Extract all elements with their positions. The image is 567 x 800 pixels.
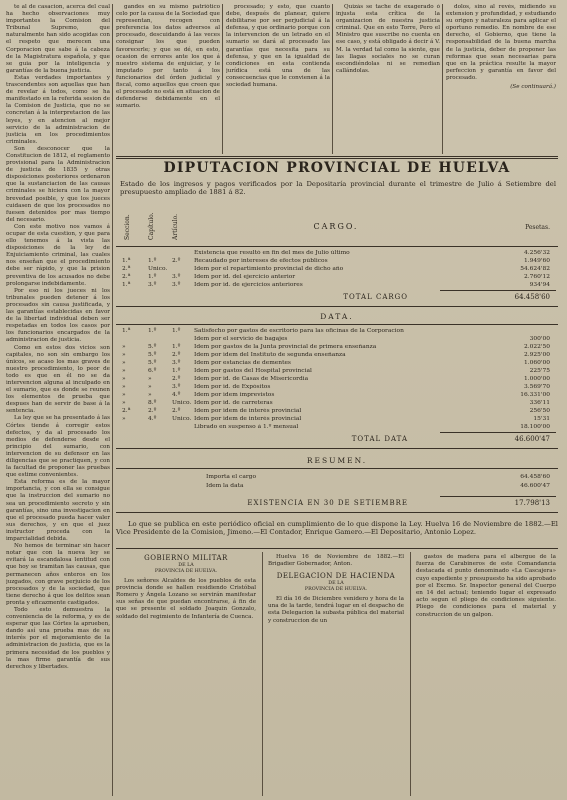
concept-cell: Idem por el servicio de bagajes xyxy=(194,336,288,342)
section-rule xyxy=(116,548,558,549)
diputacion-title: DIPUTACION PROVINCIAL DE HUELVA xyxy=(163,160,511,176)
capitulo-cell: » xyxy=(148,376,152,382)
section-rule xyxy=(116,158,558,159)
resumen-row xyxy=(116,474,558,482)
concept-cell: Idem por idem de interés provincial xyxy=(194,408,302,414)
gobierno-militar-title: GOBIERNO MILITAR xyxy=(144,554,228,562)
articulo-cell: 3.º xyxy=(172,360,181,366)
capitulo-cell: 2.º xyxy=(148,408,157,414)
seccion-cell: » xyxy=(122,384,126,390)
amount-cell: 15'31 xyxy=(533,416,550,422)
articulo-cell: 3.º xyxy=(172,274,181,280)
table-rule xyxy=(116,468,558,469)
existencia-total: EXISTENCIA EN 30 DE SETIEMBRE 17.798'13 xyxy=(247,499,550,507)
seccion-cell: 1.ª xyxy=(122,258,131,264)
section-rule xyxy=(116,156,558,157)
capitulo-cell: 3.º xyxy=(148,282,157,288)
concept-cell: Librado en suspenso á 1.º mensual xyxy=(194,424,299,430)
table-rule xyxy=(116,512,558,513)
data-row xyxy=(116,400,558,408)
data-row xyxy=(116,336,558,344)
articulo-cell: 1.º xyxy=(172,344,181,350)
amount-cell: 18.100'00 xyxy=(520,424,550,430)
capitulo-cell: » xyxy=(148,384,152,390)
table-rule xyxy=(116,246,558,247)
capitulo-cell: 4.º xyxy=(148,416,157,422)
column-divider xyxy=(410,552,411,796)
header-capitulo: Capítulo. xyxy=(148,212,155,240)
statement-subtitle: Estado de los ingresos y pagos verificados por la Depositaría provincial durante el trimestre de Julio á Setiembre del presupuesto ampliado de 1881 á 82. xyxy=(120,180,556,196)
capitulo-cell: 5.º xyxy=(148,360,157,366)
continuation-note: (Se continuará.) xyxy=(510,84,556,91)
column-divider xyxy=(262,552,263,796)
capitulo-cell: 6.º xyxy=(148,368,157,374)
top-article-column-1: gandes en su mismo patriótico celo por la causa de la Sociedad que representan, recogen con preferencia los datos adversos al procesado, descuidando á las veces consignar los que pueden favorecerle; y que se dé, en esto, ocasion de errores ante los que á nuestro sistema de enjuiciar, y le imputado por tanto á los funcionarios del órden judicial y fiscal, como aquellos que creen que el procesado no está en situacion de defenderse debidamente en el sumario. xyxy=(116,4,220,110)
amount-cell: 1.000'00 xyxy=(524,376,550,382)
concept-cell: Idem por estancias de dementes xyxy=(194,360,291,366)
concept-cell: Idem por id. de carreteras xyxy=(194,400,273,406)
seccion-cell: » xyxy=(122,360,126,366)
cargo-row xyxy=(116,258,558,266)
articulo-cell: 2.º xyxy=(172,258,181,264)
amount-cell: 3.569'70 xyxy=(524,384,550,390)
data-row xyxy=(116,352,558,360)
articulo-cell: 1.º xyxy=(172,328,181,334)
data-row xyxy=(116,384,558,392)
cargo-row xyxy=(116,282,558,290)
amount-cell: 300'00 xyxy=(529,336,550,342)
concept-cell: Recaudado por intereses de efectos públicos xyxy=(194,258,328,264)
sum-rule xyxy=(440,496,556,497)
capitulo-cell: Unico. xyxy=(148,266,168,272)
total-cargo: TOTAL CARGO 64.458'60 xyxy=(343,293,550,301)
amount-cell: 934'94 xyxy=(529,282,550,288)
articulo-cell: 3.º xyxy=(172,282,181,288)
seccion-cell: 2.ª xyxy=(122,274,131,280)
articulo-cell: 2.º xyxy=(172,376,181,382)
data-row xyxy=(116,344,558,352)
data-row xyxy=(116,328,558,336)
left-column-text: te al de casacion, acerca del cual ha hecho observaciones muy importantes la Comision del Tribunal Supremo, que naturalmente han sido acogidas con el respeto que merecen una Corporacion que sabe á la cabeza de la Magistratura española, y que se guia por la inteligencia y garantías de la buena justicia. Estas verdades importantes y trascendentes son aquellas que han de revelar á todos, como se ha manifestado en la referida sesion de la Comision de Justicia, que no se concretan á la interpretacion de las leyes, y en atencion al mejor servicio de la administracion de justicia en los procedimientos criminales. Son desconocer que la Constitucion de 1812, el reglamento provisional para la Administracion de justicia de 1835 y otras disposiciones posteriores ordenaron que la sustanciacion de las causas criminales se hiciera con la mayor brevedad posible, y que los jueces cuidasen de que los procesados no fuesen detenidos por mas tiempo del necesario. Con este motivo nos vamos á ocupar de esta cuestion, y que para ello tenemos á la vista las disposiciones de la ley de Enjuiciamiento criminal, las cuales nos enseñan que el procedimiento debe ser rápido, y que la prision preventiva de los acusados no debe prolongarse indebidamente. Por eso ni los jueces ni los tribunales pueden detener á los procesados sin causa justificada, y las garantías establecidas en favor de la libertad individual deben ser respetadas en todos los casos por los funcionarios encargados de la administracion de justicia. Como en estos dos vicios son capitales, no son sin embargo los únicos, se acaso los mas graves de nuestro procedimiento, lo peor de todo es que en él no se da intervencion alguna al inculpado en el sumario, que es donde se reunen los elementos de prueba que despues han de servir de base á la sentencia. La ley que se ha presentado á las Córtes tiende á corregir estos defectos, y da al procesado los medios de defenderse desde el principio del sumario, con intervencion de su defensor en las diligencias que se practiquen, y con la facultad de proponer las pruebas que estime convenientes. Esta reforma es de la mayor importancia, y con ella se consigue que la instruccion del sumario no sea un procedimiento secreto y sin garantías, sino una investigacion en que el procesado pueda hacer valer sus derechos, y en que el juez instructor proceda con la imparcialidad debida. No hemos de terminar sin hacer notar que con la nueva ley se evitará la escandalosa lentitud con que hoy se tramitan las causas, que permanecen años enteros en los juzgados, con grave perjuicio de los procesados y de la sociedad, que tiene derecho á que los delitos sean pronta y eficazmente castigados. Todo esto demuestra la conveniencia de la reforma, y es de esperar que las Córtes la aprueben, dando así una prueba mas de su interés por el mejoramiento de la administracion de justicia, que es la primera necesidad de los pueblos y la mas firme garantía de sus derechos y libertades. xyxy=(6,4,110,670)
seccion-cell: 1.ª xyxy=(122,328,131,334)
data-row xyxy=(116,392,558,400)
top-article-column-4: dolos, sino al revés, midiendo su extension y profundidad, y estudiando su origen y naturaleza para aplicar el oportuno remedio. En nombre de ese derecho, el Gobierno, que tiene la responsabilidad de la buena marcha de la justicia, deber de proponer las reformas que sean necesarias para que en la práctica resulte la mayor perfeccion y garantía en favor del procesado. (Se continuará.) xyxy=(446,4,556,91)
table-rule xyxy=(116,306,558,307)
resumen-row xyxy=(116,483,558,491)
official-notice: Lo que se publica en este periódico oficial en cumplimiento de lo que dispone la Ley. Huelva 16 de Noviembre de 1882.—El Vice Presidente de la Comision, Jimeno.—El Contador, Enrique Gamero.—El Depositario, Antonio Lopez. xyxy=(116,520,558,537)
capitulo-cell: » xyxy=(148,392,152,398)
concept-cell: Idem por idem de interés provincial xyxy=(194,416,302,422)
seccion-cell: » xyxy=(122,376,126,382)
table-header xyxy=(116,200,558,246)
concept-cell: Idem por idem del Instituto de segunda enseñanza xyxy=(194,352,346,358)
data-row xyxy=(116,368,558,376)
data-row xyxy=(116,416,558,424)
concept-cell: Idem por id. de ejercicios anteriores xyxy=(194,282,303,288)
seccion-cell: 2.ª xyxy=(122,408,131,414)
concept-cell: Satisfecho por gastos de escritorio para las oficinas de la Corporacion xyxy=(194,328,404,334)
capitulo-cell: 8.º xyxy=(148,400,157,406)
cargo-row xyxy=(116,250,558,258)
articulo-cell: Unico. xyxy=(172,416,192,422)
header-cargo: CARGO. xyxy=(313,222,359,231)
articulo-cell: 2.º xyxy=(172,408,181,414)
concept-cell: Idem por el repartimiento provincial de dicho año xyxy=(194,266,344,272)
cargo-row xyxy=(116,266,558,274)
amount-cell: 2.022'50 xyxy=(524,344,550,350)
articulo-cell: 1.º xyxy=(172,368,181,374)
articulo-cell: 3.º xyxy=(172,384,181,390)
data-row xyxy=(116,408,558,416)
table-rule xyxy=(116,324,558,325)
resumen-label: RESUMEN. xyxy=(306,456,368,465)
amount-cell: 256'50 xyxy=(529,408,550,414)
header-seccion: Seccion. xyxy=(124,214,131,240)
cargo-row xyxy=(116,274,558,282)
amount-cell: 2.925'00 xyxy=(524,352,550,358)
amount-cell: 225'75 xyxy=(529,368,550,374)
column-divider xyxy=(332,4,333,154)
capitulo-cell: 1.º xyxy=(148,328,157,334)
sum-rule xyxy=(440,290,556,291)
capitulo-cell: 5.º xyxy=(148,344,157,350)
articulo-cell: Unico. xyxy=(172,400,192,406)
amount-cell: 46.600'47 xyxy=(520,483,550,489)
concept-cell: Idem por id. de Casas de Misericordia xyxy=(194,376,309,382)
capitulo-cell: 1.º xyxy=(148,274,157,280)
concept-cell: Idem por idem imprevistos xyxy=(194,392,275,398)
delegacion-hacienda-section: Huelva 16 de Noviembre de 1882.—El Brigadier Gobernador, Anton. DELEGACION DE HACIENDA DE LA PROVINCIA DE HUELVA. El día 16 de Diciembre venidero y hora de la una de la tarde, tendrá lugar en el despacho de esta Delegacion la subasta pública del material y construccion de un xyxy=(268,554,404,624)
header-articulo: Artículo. xyxy=(172,213,179,240)
concept-cell: Idem por gastos de la Junta provincial de primera enseñanza xyxy=(194,344,377,350)
amount-cell: 336'11 xyxy=(529,400,550,406)
concept-cell: Importa el cargo xyxy=(206,474,256,480)
concept-cell: Existencia que resultó en fin del mes de Julio último xyxy=(194,250,350,256)
amount-cell: 64.458'60 xyxy=(520,474,550,480)
concept-cell: Idem por id. de Expósitos xyxy=(194,384,271,390)
column-divider xyxy=(112,4,113,796)
column-divider xyxy=(222,4,223,154)
articulo-cell: 2.º xyxy=(172,352,181,358)
amount-cell: 1.060'00 xyxy=(524,360,550,366)
concept-cell: Idem por id. del ejercicio anterior xyxy=(194,274,296,280)
seccion-cell: 1.ª xyxy=(122,282,131,288)
capitulo-cell: 1.º xyxy=(148,258,157,264)
amount-cell: 54.624'82 xyxy=(520,266,550,272)
seccion-cell: » xyxy=(122,416,126,422)
articulo-cell: 4.º xyxy=(172,392,181,398)
table-rule xyxy=(116,448,558,449)
capitulo-cell: 5.º xyxy=(148,352,157,358)
top-article-column-3: Quizás se tache de exagerado ó injusta esta crítica de la organizacion de nuestra justicia criminal. Que en esto Torre, Pero el Ministro que suscribe no cuenta en ese caso, y está obligado á decir á V. M. la verdad tal como la siente, que las llagas sociales no se curan escondiéndolas ni se remedian callándolas. xyxy=(336,4,440,74)
seccion-cell: » xyxy=(122,352,126,358)
gobierno-militar-section: GOBIERNO MILITAR DE LA PROVINCIA DE HUELVA. Los señores Alcaldes de los pueblos de esta provincia donde se hallen residiendo Cristóbal Romero y Ángela Lozano se servirán manifestar sus señas de que puedan encontrarse, á fin de que se presente el soldado Joaquin Gonzalo, soldado del regimiento de Infantería de Cuenca. xyxy=(116,554,256,620)
data-label: DATA. xyxy=(320,312,354,321)
data-row xyxy=(116,376,558,384)
seccion-cell: » xyxy=(122,368,126,374)
concept-cell: Idem por gastos del Hospital provincial xyxy=(194,368,312,374)
amount-cell: 4.256'32 xyxy=(524,250,550,256)
top-article-column-2: procesado; y esto, que cuanto debe, después de planear, quiere debilitarse por ser perjudicial á la defensa, y que ordinario porque con la intervencion de un letrado en el sumario se dará al procesado las garantías que necesita para su defensa, y que en la igualdad de condiciones en esta contienda jurídica está una de las consecuencias que le convienen á la sociedad humana. xyxy=(226,4,330,89)
data-row xyxy=(116,424,558,432)
data-row xyxy=(116,360,558,368)
total-data: TOTAL DATA 46.600'47 xyxy=(351,435,550,443)
delegacion-title: DELEGACION DE HACIENDA xyxy=(276,572,396,581)
amount-cell: 16.331'00 xyxy=(520,392,550,398)
amount-cell: 1.949'60 xyxy=(524,258,550,264)
sum-rule xyxy=(440,432,556,433)
right-bottom-column: gastos de madera para el albergue de la fuerza de Carabineros de este Comandancia destacada el punto denominado «La Cascajera» cuyo expediente y presupuesto ha sido aprobado por el Excmo. Sr. Inspector general del Cuerpo en 14 del actual; teniendo lugar el expresado acto segun el pliego de condiciones siguiente. Pliego de condiciones para el material y construccion de un galpon. xyxy=(416,554,556,618)
concept-cell: Idem la data xyxy=(206,483,244,489)
column-divider xyxy=(442,4,443,154)
seccion-cell: » xyxy=(122,392,126,398)
header-pesetas: Pesetas. xyxy=(525,224,550,231)
amount-cell: 2.760'12 xyxy=(524,274,550,280)
seccion-cell: 2.ª xyxy=(122,266,131,272)
seccion-cell: » xyxy=(122,400,126,406)
seccion-cell: » xyxy=(122,344,126,350)
